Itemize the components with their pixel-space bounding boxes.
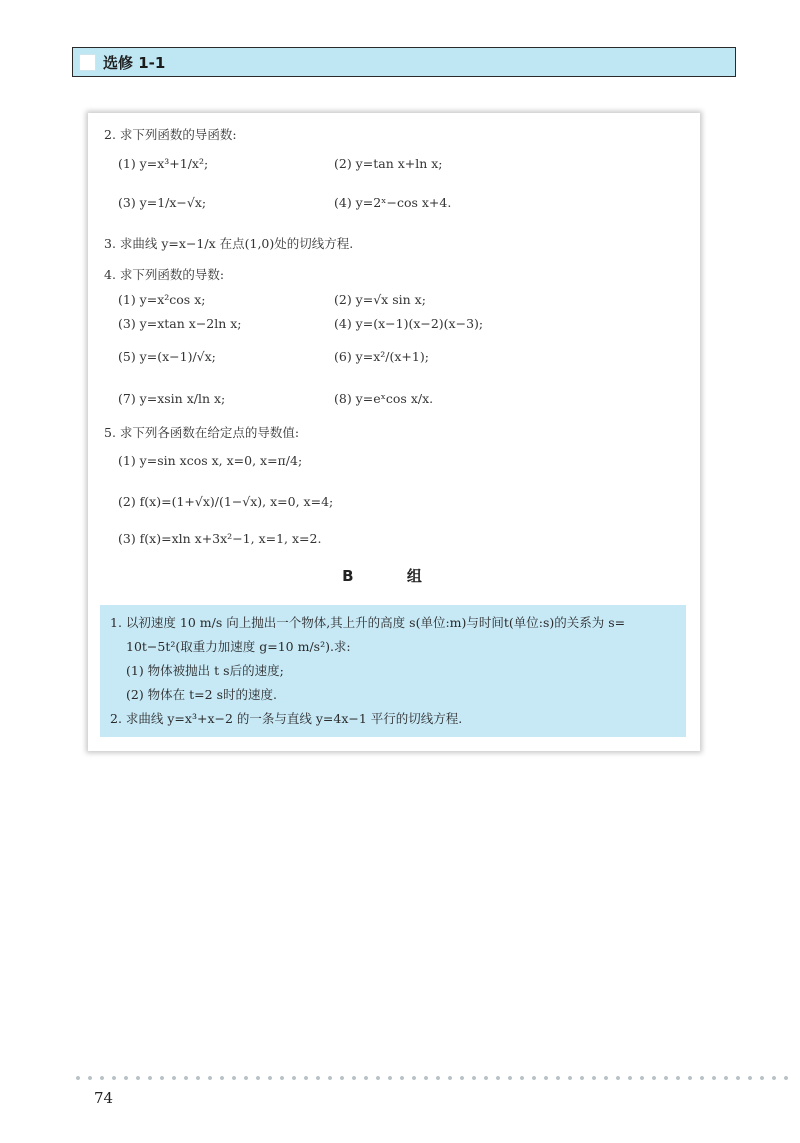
exercise-item: (1) y=sin xcos x, x=0, x=π/4; xyxy=(118,453,303,468)
exercise-item: (8) y=eˣcos x/x. xyxy=(334,391,434,406)
section-title: 选修 1-1 xyxy=(103,54,166,72)
exercise-3-heading: 3. 求曲线 y=x−1/x 在点(1,0)处的切线方程. xyxy=(104,236,354,251)
group-b-box xyxy=(100,605,686,737)
group-b-title: B 组 xyxy=(342,567,446,585)
exercise-item: (1) 物体被抛出 t s后的速度; xyxy=(126,663,284,678)
exercise-b2-line: 2. 求曲线 y=x³+x−2 的一条与直线 y=4x−1 平行的切线方程. xyxy=(110,711,463,726)
exercise-item: (3) y=xtan x−2ln x; xyxy=(118,316,242,331)
exercise-2-heading: 2. 求下列函数的导函数: xyxy=(104,127,237,142)
exercise-item: (4) y=(x−1)(x−2)(x−3); xyxy=(334,316,484,331)
exercise-b1-line: 1. 以初速度 10 m/s 向上抛出一个物体,其上升的高度 s(单位:m)与时间t(单位:s)的关系为 s= xyxy=(110,615,626,630)
exercise-item: (3) f(x)=xln x+3x²−1, x=1, x=2. xyxy=(118,531,322,546)
footer-dotted-divider xyxy=(72,1075,796,1081)
exercise-4-heading: 4. 求下列函数的导数: xyxy=(104,267,225,282)
page-number: 74 xyxy=(94,1089,114,1107)
exercise-item: (1) y=x³+1/x²; xyxy=(118,156,209,171)
exercise-item: (6) y=x²/(x+1); xyxy=(334,349,429,364)
section-header-bar xyxy=(72,47,736,77)
exercise-item: (2) y=tan x+ln x; xyxy=(334,156,443,171)
exercise-b1-line: 10t−5t²(取重力加速度 g=10 m/s²).求: xyxy=(126,639,351,654)
exercise-item: (1) y=x²cos x; xyxy=(118,292,206,307)
exercise-card xyxy=(88,113,700,751)
exercise-item: (2) y=√x sin x; xyxy=(334,292,426,307)
exercise-item: (2) 物体在 t=2 s时的速度. xyxy=(126,687,277,702)
square-icon xyxy=(79,54,96,71)
exercise-item: (4) y=2ˣ−cos x+4. xyxy=(334,195,452,210)
exercise-item: (5) y=(x−1)/√x; xyxy=(118,349,216,364)
exercise-5-heading: 5. 求下列各函数在给定点的导数值: xyxy=(104,425,300,440)
exercise-item: (7) y=xsin x/ln x; xyxy=(118,391,226,406)
exercise-item: (3) y=1/x−√x; xyxy=(118,195,207,210)
exercise-item: (2) f(x)=(1+√x)/(1−√x), x=0, x=4; xyxy=(118,494,334,509)
